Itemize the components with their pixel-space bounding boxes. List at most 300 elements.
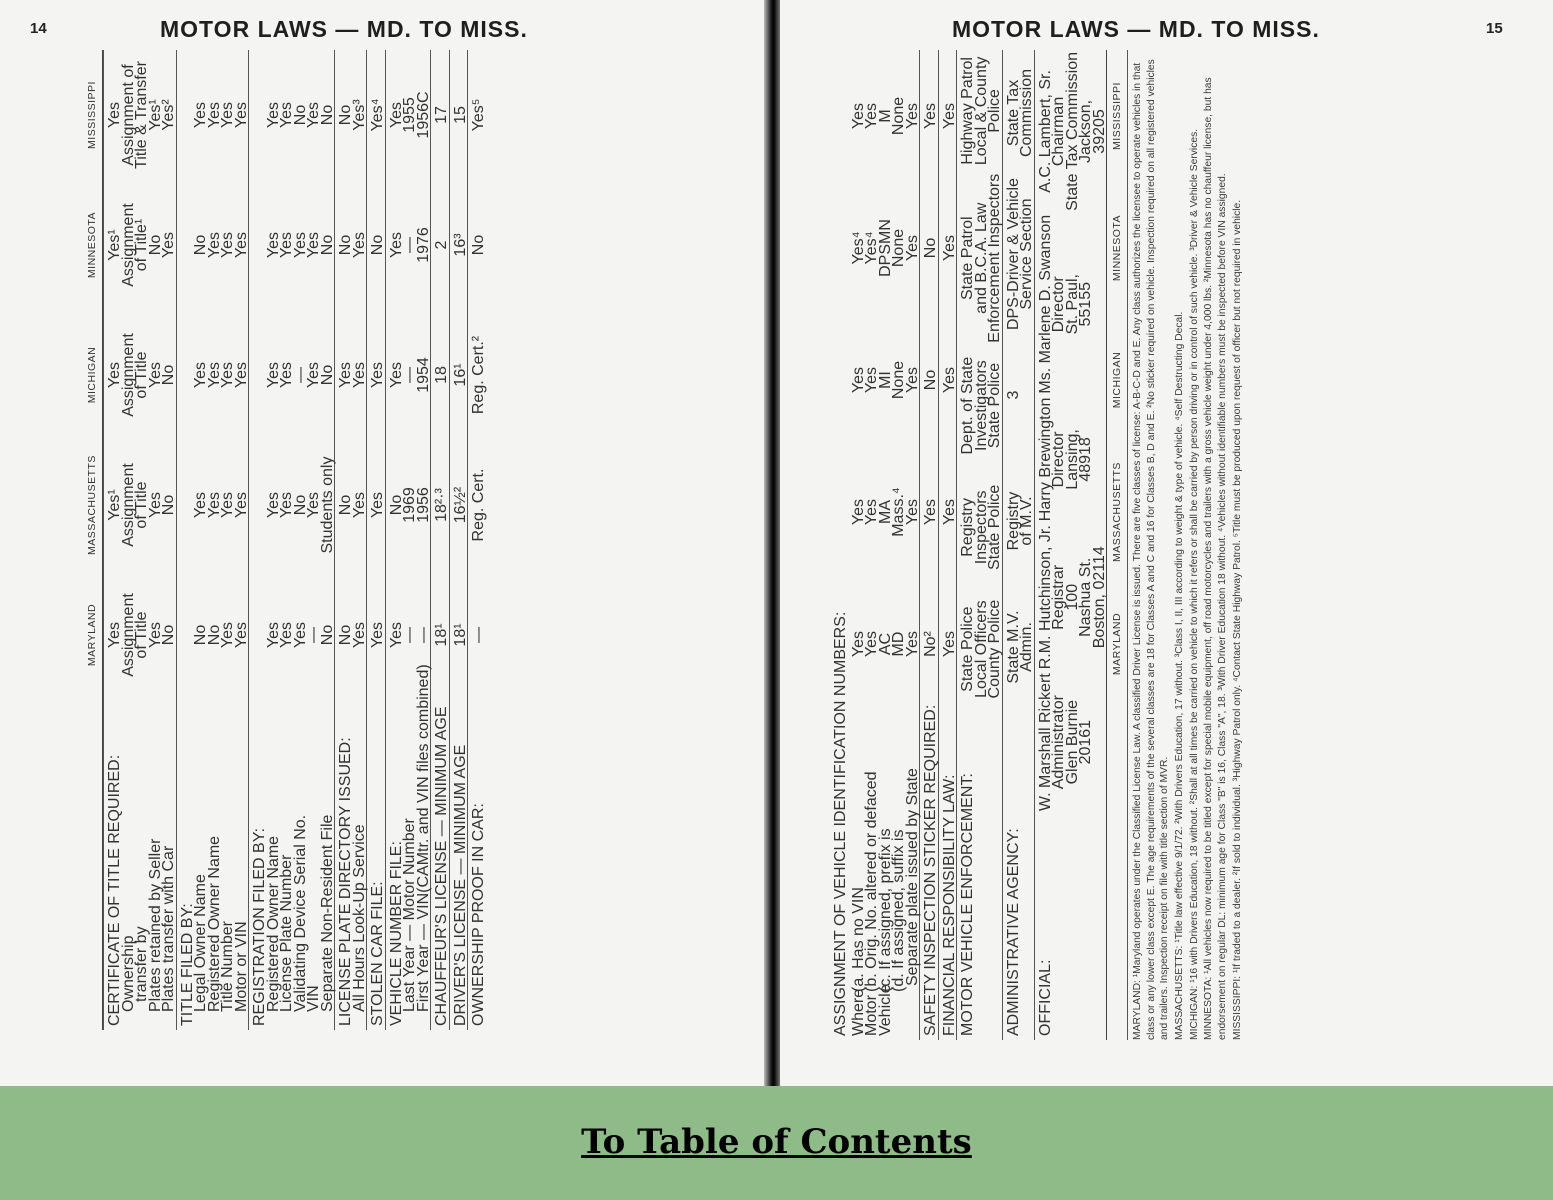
- row-label: LICENSE PLATE DIRECTORY ISSUED:: [337, 737, 354, 1026]
- row-labels: [920, 704, 939, 1040]
- cell-value: Yes: [387, 361, 405, 389]
- column-header: MICHIGAN: [86, 346, 98, 404]
- table-cell: [450, 180, 468, 310]
- cell-value: State Tax Commission: [1063, 52, 1081, 211]
- table-cell: [1035, 213, 1107, 396]
- cell-value: Yes: [369, 361, 386, 389]
- cell-value: No: [160, 364, 177, 386]
- cell-value: DPSMN: [876, 219, 894, 277]
- cell-value: [179, 442, 193, 568]
- cell-value: State Tax: [1004, 79, 1022, 147]
- column-footer: MASSACHUSETTS: [1111, 462, 1123, 562]
- table-cell: [335, 50, 366, 180]
- cell-value: Yes: [922, 498, 939, 526]
- table-row: [919, 50, 938, 1040]
- cell-value: Yes: [278, 231, 295, 259]
- cell-value: Yes: [350, 231, 368, 259]
- cell-value: 100: [1063, 583, 1081, 611]
- table-cell: [249, 570, 334, 700]
- cell-value: No: [337, 624, 354, 646]
- cell-value: Jackson,: [1077, 99, 1094, 164]
- table-row: [956, 50, 1002, 1040]
- cell-value: Service Section: [1018, 198, 1035, 310]
- cell-value: Yes: [305, 101, 322, 129]
- row-label: All Hours Look-Up Service: [350, 824, 368, 1012]
- row-labels: [939, 710, 957, 1040]
- cell-value: No: [192, 624, 209, 646]
- row-label: Last Year — Motor Number: [401, 818, 418, 1012]
- cell-value: State Police: [986, 362, 1003, 449]
- cell-value: Yes: [278, 361, 295, 389]
- cell-value: Yes: [305, 231, 322, 259]
- right-page: [780, 0, 1553, 1086]
- cell-value: Yes: [350, 621, 368, 649]
- table-cell: [920, 182, 938, 314]
- cell-value: No: [337, 234, 354, 256]
- table-cell: [177, 440, 249, 570]
- cell-value: M: [876, 109, 894, 123]
- cell-value: Yes: [106, 101, 123, 129]
- cell-value: Yes: [849, 366, 867, 394]
- cell-value: Yes⁴: [849, 231, 867, 265]
- table-cell: [249, 310, 334, 440]
- cell-value: No: [337, 104, 354, 126]
- vin-label-line: [863, 714, 880, 1036]
- cell-value: 55155: [1077, 282, 1094, 327]
- left-rotated-table: [82, 50, 486, 1030]
- cell-value: Title & Transfer: [133, 61, 150, 169]
- cell-value: No: [291, 494, 309, 516]
- cell-value: W. Marshall Rickert: [1036, 673, 1054, 812]
- table-cell: [848, 314, 920, 446]
- cell-value: and B.C.A. Law: [972, 202, 990, 314]
- footnotes: [1127, 50, 1245, 1040]
- cell-value: [179, 182, 193, 308]
- footnote: MARYLAND: ¹Maryland operates under the Classified License Law. A classified Driver License is issued. There are five classes of license: A-B-C-D and E. Any class authorizes the licensee to operate vehicles in that class or any lower class except E. The age requirements of the several classes are 18 for Classes A and C and 16 for Classes B, D and E. ²No sticker required on vehicle. Inspection required on all registered vehicles and trailers. Inspection receipt on file with title section of MVR.: [1132, 59, 1171, 1040]
- row-label: DRIVER'S LICENSE — MINIMUM AGE: [451, 744, 469, 1026]
- table-cell: [249, 50, 334, 180]
- cell-value: Yes: [305, 361, 322, 389]
- cell-value: 18: [433, 366, 450, 384]
- cell-value: No: [318, 234, 336, 256]
- cell-value: Yes: [264, 491, 282, 519]
- row-label: TITLE FILED BY:: [178, 903, 196, 1026]
- row-label: SAFETY INSPECTION STICKER REQUIRED:: [922, 704, 939, 1036]
- cell-value: Harry Brewington: [1036, 397, 1054, 522]
- cell-value: [179, 572, 193, 698]
- cell-value: Assignment: [119, 203, 137, 287]
- table-cell: [104, 50, 176, 180]
- table-row: [467, 50, 486, 1030]
- table-cell: [939, 578, 957, 710]
- cell-value: Yes: [232, 621, 250, 649]
- cell-value: 20161: [1077, 719, 1094, 765]
- cell-value: Yes: [192, 361, 209, 389]
- row-label: VIN: [305, 985, 322, 1012]
- column-header: MISSISSIPPI: [86, 81, 98, 149]
- cell-value: Yes¹: [106, 489, 123, 521]
- cell-value: 1956: [414, 487, 432, 523]
- cell-value: 1969: [401, 487, 418, 523]
- cell-value: of Title: [133, 351, 150, 399]
- cell-value: 48918: [1077, 437, 1094, 482]
- cell-value: A.C. Lambert, Sr.: [1036, 70, 1054, 193]
- cell-value: 39205: [1090, 109, 1108, 154]
- table-of-contents-link[interactable]: To Table of Contents: [581, 1122, 972, 1162]
- cell-value: Yes⁴: [369, 98, 386, 132]
- column-footer: MINNESOTA: [1111, 214, 1123, 282]
- cell-value: State Police: [986, 484, 1003, 571]
- cell-value: 18¹: [451, 623, 469, 647]
- header-spacer: [82, 700, 102, 1030]
- cell-value: Yes: [106, 621, 123, 649]
- cell-value: of M.V.: [1018, 496, 1035, 546]
- table-row: [430, 50, 449, 1030]
- footnote: MISSISSIPPI: ¹If traded to a dealer. ²If sold to individual. ³Highway Patrol only. ⁴Contact State Highway Patrol. ⁵Title must be produced upon request of officer but not required in vehicle.: [1231, 199, 1243, 1040]
- cell-value: Mass.⁴: [890, 487, 907, 537]
- cell-value: 1954: [414, 357, 432, 393]
- table-row: [449, 50, 468, 1030]
- column-header: MINNESOTA: [86, 211, 98, 279]
- cell-value: Students only: [318, 456, 336, 554]
- cell-value: No: [318, 104, 336, 126]
- cell-value: State Police: [959, 606, 976, 692]
- table-cell: [367, 310, 385, 440]
- cell-value: Yes: [278, 101, 295, 129]
- cell-value: Yes: [264, 231, 282, 259]
- table-row: [1002, 50, 1034, 1040]
- table-cell: [386, 310, 431, 440]
- column-header: MARYLAND: [86, 603, 98, 667]
- cell-value: Yes: [849, 498, 867, 526]
- cell-value: Registrar: [1050, 564, 1067, 630]
- cell-value: No: [470, 234, 487, 256]
- table-cell: [920, 314, 938, 446]
- cell-value: Director: [1050, 431, 1067, 488]
- cell-value: [179, 312, 193, 438]
- cell-value: [251, 52, 265, 178]
- footnote: MASSACHUSETTS: ¹Title law effective 9/1/72. ²With Drivers Education, 17 without. ³Class I, II, III according to weight & type of vehicle. ⁴Self Destructing Decal.: [1174, 311, 1186, 1040]
- table-cell: [335, 180, 366, 310]
- vin-group-label: Vehicle: [876, 984, 894, 1036]
- cell-value: No: [922, 369, 939, 391]
- table-cell: [431, 440, 449, 570]
- row-label: CERTIFICATE OF TITLE REQUIRED:: [106, 754, 123, 1026]
- cell-value: No: [160, 494, 177, 516]
- cell-value: Yes: [291, 621, 309, 649]
- cell-value: Chairman: [1050, 96, 1067, 167]
- cell-value: [251, 312, 265, 438]
- cell-value: Yes: [160, 231, 177, 259]
- table-cell: [468, 440, 486, 570]
- cell-value: Reg. Cert.: [470, 468, 487, 542]
- table-cell: [104, 180, 176, 310]
- cell-value: AC: [876, 632, 894, 656]
- table-cell: [848, 50, 920, 182]
- cell-value: Yes: [863, 102, 880, 130]
- column-header-row: [82, 50, 103, 1030]
- vin-label: (b. Orig. No. altered or defaced: [863, 771, 880, 992]
- vin-header-row: [830, 50, 848, 1040]
- cell-value: St. Paul,: [1063, 274, 1081, 335]
- cell-value: —: [401, 627, 418, 643]
- row-labels: [104, 700, 176, 1030]
- cell-value: Police: [986, 89, 1003, 133]
- cell-value: Yes: [369, 621, 386, 649]
- table-cell: [957, 466, 1002, 588]
- footnote: MICHIGAN: ¹16 with Drivers Education, 18 without. ²Shall at all times be carried on vehicle to which it refers or shall be carried by person driving or in control of such vehicle. ³Driver & Vehicle Services.: [1188, 128, 1200, 1040]
- cell-value: Yes: [264, 101, 282, 129]
- cell-value: Reg. Cert.²: [470, 335, 487, 415]
- table-cell: [939, 50, 957, 182]
- table-cell: [1035, 50, 1107, 213]
- cell-value: MI: [876, 371, 894, 389]
- cell-value: Yes: [863, 630, 880, 658]
- table-cell: [848, 446, 920, 578]
- table-cell: [104, 570, 176, 700]
- cell-value: [251, 182, 265, 308]
- table-cell: [468, 50, 486, 180]
- table-cell: [848, 182, 920, 314]
- table-cell: [957, 345, 1002, 467]
- table-cell: [450, 50, 468, 180]
- page-number-right: 15: [1486, 20, 1503, 37]
- cell-value: Yes: [219, 361, 236, 389]
- cell-value: Yes: [337, 361, 354, 389]
- cell-value: State M.V.: [1004, 610, 1022, 684]
- cell-value: Yes: [278, 621, 295, 649]
- cell-value: [179, 52, 193, 178]
- cell-value: No: [337, 494, 354, 516]
- cell-value: Yes: [903, 498, 921, 526]
- cell-value: Yes: [146, 491, 164, 519]
- cell-value: 18¹: [433, 623, 450, 647]
- table-cell: [431, 570, 449, 700]
- cell-value: MD: [890, 631, 907, 657]
- table-cell: [335, 570, 366, 700]
- cell-value: Yes: [291, 231, 309, 259]
- cell-value: Yes: [219, 621, 236, 649]
- row-labels: [468, 700, 486, 1030]
- row-label: transfer by: [133, 926, 150, 1002]
- table-cell: [1003, 584, 1034, 710]
- table-cell: [920, 578, 938, 710]
- cell-value: Yes: [387, 231, 405, 259]
- cell-value: Local Officers: [972, 600, 990, 698]
- table-cell: [249, 180, 334, 310]
- column-footer-row: [1106, 50, 1127, 1040]
- cell-value: Yes: [350, 361, 368, 389]
- table-row: [366, 50, 385, 1030]
- cell-value: Yes: [369, 491, 386, 519]
- row-labels: [367, 700, 385, 1030]
- table-cell: [1003, 458, 1034, 584]
- vin-label: (d. If assigned, suffix is: [890, 829, 907, 992]
- cell-value: —: [401, 367, 418, 383]
- table-cell: [1003, 332, 1034, 458]
- table-row: [938, 50, 957, 1040]
- left-page: [0, 0, 766, 1086]
- cell-value: Yes: [219, 231, 236, 259]
- cell-value: Yes: [903, 630, 921, 658]
- cell-value: of Title¹: [133, 218, 150, 272]
- cell-value: Yes¹: [146, 99, 164, 131]
- table-cell: [249, 440, 334, 570]
- cell-value: Yes: [387, 101, 405, 129]
- cell-value: 3: [1004, 390, 1022, 400]
- cell-value: No: [318, 624, 336, 646]
- cell-value: Highway Patrol: [959, 57, 976, 165]
- row-label: License Plate Number: [278, 854, 295, 1012]
- table-cell: [1003, 50, 1034, 176]
- cell-value: Yes: [219, 101, 236, 129]
- running-title-left: MOTOR LAWS — MD. TO MISS.: [160, 16, 528, 42]
- row-label: First Year — VIN(CAMtr. and VIN files combined): [414, 664, 432, 1012]
- cell-value: Yes: [940, 630, 958, 658]
- cell-value: Assignment: [119, 463, 137, 547]
- table-cell: [367, 570, 385, 700]
- cell-value: Yes¹: [106, 229, 123, 261]
- table-cell: [431, 180, 449, 310]
- table-cell: [920, 446, 938, 578]
- vin-label: (c. If assigned, prefix is: [876, 828, 894, 992]
- table-row: [103, 50, 176, 1030]
- table-cell: [104, 440, 176, 570]
- table-cell: [848, 578, 920, 710]
- table-cell: [367, 440, 385, 570]
- cell-value: Yes: [940, 366, 958, 394]
- cell-value: of Title: [133, 611, 150, 659]
- table-cell: [450, 570, 468, 700]
- cell-value: Yes⁴: [863, 231, 880, 265]
- vin-group-label: [890, 992, 904, 1036]
- cell-value: Yes³: [350, 99, 368, 131]
- table-cell: [468, 570, 486, 700]
- row-label: Registered Owner Name: [264, 835, 282, 1012]
- cell-value: Yes: [940, 498, 958, 526]
- cell-value: No: [369, 234, 386, 256]
- cell-value: [251, 442, 265, 568]
- cell-value: Yes: [232, 361, 250, 389]
- running-title-right: MOTOR LAWS — MD. TO MISS.: [952, 16, 1320, 42]
- cell-value: 1976: [414, 227, 432, 263]
- cell-value: Yes: [264, 361, 282, 389]
- cell-value: Yes: [278, 491, 295, 519]
- vin-label: (a. Has no VIN: [849, 887, 867, 992]
- table-cell: [468, 310, 486, 440]
- cell-value: Yes: [940, 234, 958, 262]
- cell-value: Lansing,: [1063, 429, 1081, 490]
- column-footer: MICHIGAN: [1111, 351, 1123, 409]
- cell-value: Yes: [305, 491, 322, 519]
- cell-value: Yes: [192, 491, 209, 519]
- footnote: MINNESOTA: ¹All vehicles now required to be titled except for special mobile equipment, off road motorcycles and trailers with a gross vehicle weight under 4,000 lbs. ²Minnesota has no chauffeur license, but has endorsement on regular DL: minimum age for Class "B" is 16, Class "A", 18. ³With Driver Education 18 without. ⁴Vehicles without identifiable numbers must be inspected before VIN assigned.: [1203, 77, 1229, 1040]
- cell-value: 1956C: [414, 91, 432, 139]
- table-row: [248, 50, 334, 1030]
- cell-value: Registry: [959, 498, 976, 557]
- cell-value: —: [414, 627, 432, 643]
- cell-value: County Police: [986, 599, 1003, 699]
- table-row: [385, 50, 431, 1030]
- cell-value: Yes: [264, 621, 282, 649]
- cell-value: 16³: [451, 233, 469, 257]
- column-footer: MARYLAND: [1111, 612, 1123, 676]
- table-cell: [386, 440, 431, 570]
- row-labels: [957, 710, 1002, 1040]
- cell-value: No: [205, 624, 223, 646]
- vin-header-text: ASSIGNMENT OF VEHICLE IDENTIFICATION NUMBERS:: [832, 611, 849, 1036]
- table-cell: [957, 50, 1002, 172]
- cell-value: Local & County: [972, 56, 990, 166]
- cell-value: Enforcement Inspectors: [986, 173, 1003, 343]
- row-labels: [335, 700, 366, 1030]
- vin-rows: [848, 50, 920, 1040]
- row-label: Plates transfer with Car: [160, 845, 177, 1012]
- table-cell: [386, 180, 431, 310]
- cell-value: Yes: [205, 231, 223, 259]
- row-label: Registered Owner Name: [205, 835, 223, 1012]
- vin-label-line: [890, 714, 907, 1036]
- vin-header: [830, 50, 848, 1040]
- cell-value: None: [890, 96, 907, 136]
- table-cell: [177, 50, 249, 180]
- column-header: MASSACHUSETTS: [86, 455, 98, 555]
- table-cell: [177, 310, 249, 440]
- cell-value: —: [305, 627, 322, 643]
- table-row: [1034, 50, 1107, 1040]
- table-cell: [450, 310, 468, 440]
- row-label: Separate Non-Resident File: [318, 814, 336, 1012]
- cell-value: Administrator: [1050, 695, 1067, 790]
- row-label: Validating Device Serial No.: [291, 814, 309, 1012]
- cell-value: 16¹: [451, 363, 469, 387]
- cell-value: 18²·³: [433, 488, 450, 522]
- cell-value: 16½²: [451, 486, 469, 524]
- cell-value: Yes: [205, 101, 223, 129]
- table-cell: [386, 570, 431, 700]
- cell-value: 1955: [401, 97, 418, 133]
- cell-value: Yes: [146, 361, 164, 389]
- cell-value: R.M. Hutchinson, Jr.: [1036, 525, 1054, 670]
- cell-value: No: [160, 624, 177, 646]
- footer-spacer: [1107, 710, 1127, 1040]
- cell-value: Yes: [903, 102, 921, 130]
- cell-value: —: [401, 237, 418, 253]
- row-labels: [1035, 813, 1107, 1040]
- cell-value: No: [387, 494, 405, 516]
- cell-value: of Title: [133, 481, 150, 529]
- row-label: FINANCIAL RESPONSIBILITY LAW:: [940, 774, 958, 1036]
- cell-value: No: [922, 237, 939, 259]
- row-label: OWNERSHIP PROOF IN CAR:: [470, 803, 487, 1026]
- row-label: Legal Owner Name: [192, 874, 209, 1012]
- row-label: ADMINISTRATIVE AGENCY:: [1004, 828, 1022, 1036]
- cell-value: Inspectors: [972, 490, 990, 565]
- table-row: [176, 50, 249, 1030]
- table-cell: [920, 50, 938, 182]
- cell-value: Admin.: [1018, 622, 1035, 672]
- row-label: MOTOR VEHICLE ENFORCEMENT:: [959, 773, 976, 1036]
- row-label: Title Number: [219, 921, 236, 1012]
- cell-value: —: [291, 367, 309, 383]
- cell-value: MA: [876, 500, 894, 524]
- cell-value: No: [318, 364, 336, 386]
- row-label: VEHICLE NUMBER FILE:: [387, 841, 405, 1026]
- vin-labels: [848, 710, 920, 1040]
- table-cell: [367, 180, 385, 310]
- cell-value: Assignment: [119, 333, 137, 417]
- vin-group-label: Motor: [863, 995, 880, 1036]
